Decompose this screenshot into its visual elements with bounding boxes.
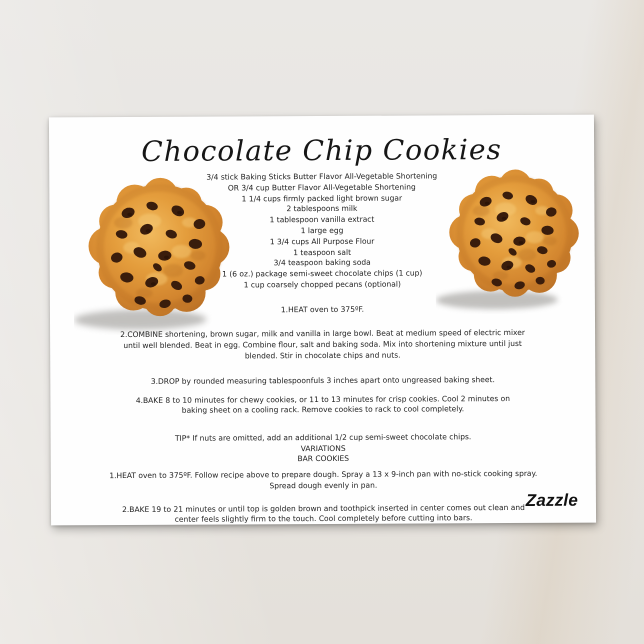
- recipe-title: Chocolate Chip Cookies: [141, 133, 502, 168]
- recipe-step-bake: 4.BAKE 8 to 10 minutes for chewy cookies, or 11 to 13 minutes for crisp cookies. Cool 2 minutes on baking sheet on a cooling rack. Remove cookies to rack to cool completely.: [135, 393, 510, 416]
- recipe-step-drop: 3.DROP by rounded measuring tablespoonfuls 3 inches apart onto ungreased baking sheet.: [150, 375, 495, 387]
- ingredient-line: 2 tablespoons milk: [286, 204, 358, 214]
- ingredient-line: 1 teaspoon salt: [293, 247, 352, 257]
- variation-name: BAR COOKIES: [297, 453, 350, 464]
- bar-cookies-step-heat: 1.HEAT oven to 375ºF. Follow recipe above to prepare dough. Spray a 13 x 9-inch pan with no-stick cooking spray. Spread dough evenly in pan.: [109, 469, 538, 491]
- ingredient-list: [49, 171, 595, 293]
- zazzle-logo: Zazzle: [525, 490, 578, 510]
- ingredient-line: 1 3/4 cups All Purpose Flour: [269, 236, 375, 247]
- recipe-step-heat: 1.HEAT oven to 375ºF.: [280, 304, 365, 314]
- ingredient-line: 1 cup coarsely chopped pecans (optional): [243, 279, 401, 290]
- ingredient-line: 1 1/4 cups firmly packed light brown sugar: [241, 193, 403, 204]
- ingredient-line: 3/4 stick Baking Sticks Butter Flavor All-Vegetable Shortening: [206, 171, 438, 182]
- ingredient-line: 1 large egg: [300, 225, 344, 236]
- ingredient-line: 1 (6 oz.) package semi-sweet chocolate chips (1 cup): [222, 268, 423, 279]
- bar-cookies-step-bake: 2.BAKE 19 to 21 minutes or until top is golden brown and toothpick inserted in center comes out clean and center feels slightly firm to the touch. Cool completely before cutting into bars.: [122, 502, 525, 524]
- recipe-postcard: [49, 115, 596, 526]
- recipe-step-combine: 2.COMBINE shortening, brown sugar, milk and vanilla in large bowl. Beat at medium speed of electric mixer until well blended. Beat in egg. Combine flour, salt and baking soda. Mix into shortening mixture until just blended. Stir in chocolate chips and nuts.: [120, 328, 525, 360]
- variations-heading: VARIATIONS: [300, 443, 346, 453]
- ingredient-line: 3/4 teaspoon baking soda: [273, 258, 371, 268]
- ingredient-line: 1 tablespoon vanilla extract: [269, 214, 375, 225]
- recipe-content: [49, 115, 596, 526]
- ingredient-line: OR 3/4 cup Butter Flavor All-Vegetable Shortening: [227, 182, 416, 193]
- recipe-tip: TIP* If nuts are omitted, add an additional 1/2 cup semi-sweet chocolate chips.: [174, 432, 472, 443]
